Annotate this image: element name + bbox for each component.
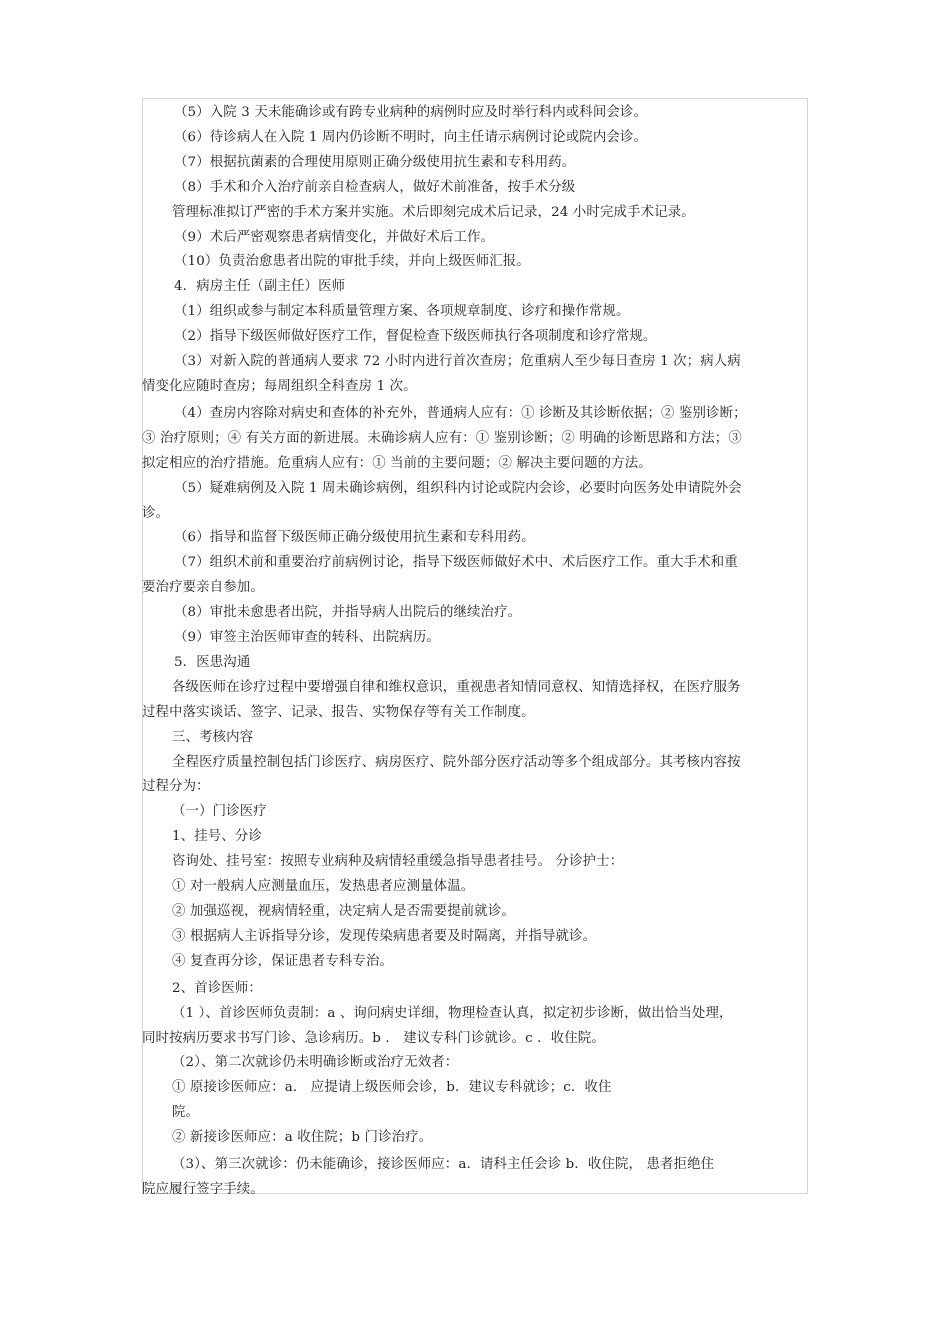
text-line: 要治疗要亲自参加。 <box>142 580 264 596</box>
text-line: 院应履行签字手续。 <box>142 1181 264 1197</box>
text-line: 全程医疗质量控制包括门诊医疗、病房医疗、院外部分医疗活动等多个组成部分。其考核内容按 <box>172 754 741 770</box>
text-line: （5）入院 3 天未能确诊或有跨专业病种的病例时应及时举行科内或科间会诊。 <box>174 105 647 120</box>
text-line: （一）门诊医疗 <box>172 804 267 820</box>
text-line: 三、考核内容 <box>172 729 254 745</box>
text-line: ① 原接诊医师应：a． 应提请上级医师会诊，b．建议专科就诊；c．收住 <box>172 1080 612 1096</box>
text-line: （3）、第三次就诊：仍未能确诊，接诊医师应：a．请科主任会诊 b．收住院， 患者拒绝住 <box>172 1157 715 1173</box>
text-line: 过程分为： <box>142 779 210 795</box>
text-line: 1、挂号、分诊 <box>172 829 262 845</box>
text-line: （9）术后严密观察患者病情变化，并做好术后工作。 <box>174 229 495 245</box>
text-line: 拟定相应的治疗措施。危重病人应有：① 当前的主要问题；② 解决主要问题的方法。 <box>142 455 652 471</box>
text-line: ② 加强巡视，视病情轻重，决定病人是否需要提前就诊。 <box>172 904 515 919</box>
text-line: （6）指导和监督下级医师正确分级使用抗生素和专科用药。 <box>174 530 535 546</box>
text-line: 5．医患沟通 <box>174 654 251 670</box>
document-body <box>142 101 812 1203</box>
text-line: 管理标准拟订严密的手术方案并实施。术后即刻完成术后记录，24 小时完成手术记录。 <box>172 204 695 220</box>
text-line: ③ 治疗原则；④ 有关方面的新进展。未确诊病人应有：① 鉴别诊断；② 明确的诊断思路和方法；③ <box>142 430 742 446</box>
text-line: 2、首诊医师： <box>172 980 262 996</box>
text-line: （8）审批未愈患者出院，并指导病人出院后的继续治疗。 <box>174 605 522 621</box>
text-line: 院。 <box>172 1105 200 1121</box>
text-line: 过程中落实谈话、签字、记录、报告、实物保存等有关工作制度。 <box>142 704 535 720</box>
text-line: （6）待诊病人在入院 1 周内仍诊断不明时，向主任请示病例讨论或院内会诊。 <box>174 129 647 145</box>
text-line: 情变化应随时查房；每周组织全科查房 1 次。 <box>142 378 417 394</box>
text-line: （7）组织术前和重要治疗前病例讨论，指导下级医师做好术中、术后医疗工作。重大手术和重 <box>174 555 738 571</box>
text-line: （4）查房内容除对病史和查体的补充外，普通病人应有：① 诊断及其诊断依据；② 鉴别诊断； <box>174 405 747 421</box>
text-line: ② 新接诊医师应：a 收住院；b 门诊治疗。 <box>172 1130 433 1146</box>
text-line: （7）根据抗菌素的合理使用原则正确分级使用抗生素和专科用药。 <box>174 154 576 170</box>
text-line: 咨询处、挂号室：按照专业病种及病情轻重缓急指导患者挂号。 分诊护士： <box>172 854 624 870</box>
text-line: （2）、第二次就诊仍未明确诊断或治疗无效者： <box>172 1055 459 1071</box>
text-line: ③ 根据病人主诉指导分诊，发现传染病患者要及时隔离，并指导就诊。 <box>172 928 597 944</box>
text-line: （1）组织或参与制定本科质量管理方案、各项规章制度、诊疗和操作常规。 <box>174 304 630 320</box>
text-line: （10）负责治愈患者出院的审批手续，并向上级医师汇报。 <box>174 254 530 270</box>
text-line: 4．病房主任（副主任）医师 <box>174 279 346 295</box>
text-line: （2）指导下级医师做好医疗工作，督促检查下级医师执行各项制度和诊疗常规。 <box>174 329 657 345</box>
text-line: 同时按病历要求书写门诊、急诊病历。b ． 建议专科门诊就诊。c ．收住院。 <box>142 1030 605 1046</box>
text-line: （5）疑难病例及入院 1 周未确诊病例，组织科内讨论或院内会诊，必要时向医务处申请院外会 <box>174 480 742 496</box>
text-line: 各级医师在诊疗过程中要增强自律和维权意识，重视患者知情同意权、知情选择权，在医疗服务 <box>172 679 741 695</box>
text-line: （8）手术和介入治疗前亲自检查病人，做好术前准备，按手术分级 <box>174 179 576 195</box>
text-line: ① 对一般病人应测量血压，发热患者应测量体温。 <box>172 879 475 895</box>
text-line: （9）审签主治医师审查的转科、出院病历。 <box>174 630 440 646</box>
text-line: （3）对新入院的普通病人要求 72 小时内进行首次查房；危重病人至少每日查房 1 次；病人病 <box>174 354 741 370</box>
text-line: ④ 复查再分诊，保证患者专科专治。 <box>172 953 394 969</box>
text-line: （1 ）、首诊医师负责制：a 、询问病史详细，物理检查认真，拟定初步诊断，做出恰当处理， <box>172 1005 733 1021</box>
text-line: 诊。 <box>142 505 170 521</box>
